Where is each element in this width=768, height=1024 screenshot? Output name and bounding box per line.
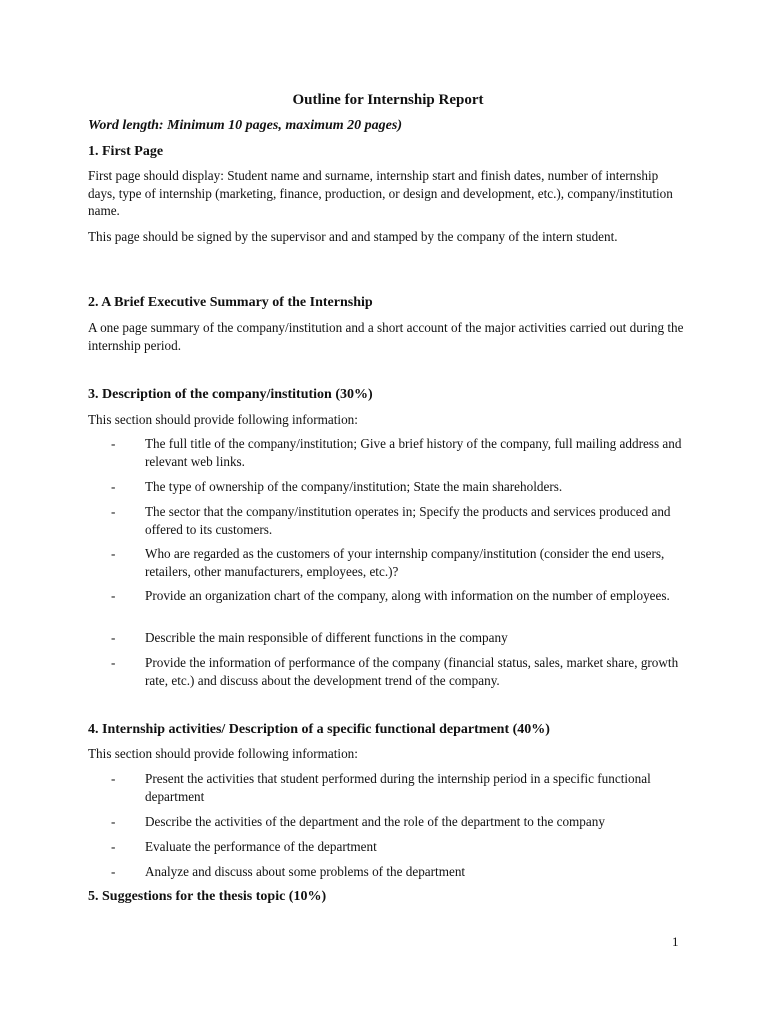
bullet-dash: - xyxy=(111,546,116,561)
list-item-text: The type of ownership of the company/institution; State the main shareholders. xyxy=(145,479,563,494)
section-4-heading: 4. Internship activities/ Description of a specific functional department (40%) xyxy=(88,722,550,737)
section-2-heading: 2. A Brief Executive Summary of the Internship xyxy=(88,295,373,310)
section-4-intro: This section should provide following information: xyxy=(88,746,358,761)
bullet-dash: - xyxy=(111,436,116,451)
list-item xyxy=(111,770,682,805)
section-2-paragraph: A one page summary of the company/institution and a short account of the major activities carried out during the internship period. xyxy=(88,320,684,353)
page-number: 1 xyxy=(672,934,679,949)
section-5-heading: 5. Suggestions for the thesis topic (10%) xyxy=(88,889,327,904)
section-1-paragraph: First page should display: Student name and surname, internship start and finish dates, number of internship days, type of internship (marketing, finance, production, or design and development, etc.), company/institution name. xyxy=(88,168,673,219)
bullet-dash: - xyxy=(111,864,116,879)
bullet-dash: - xyxy=(111,588,116,603)
page-title: Outline for Internship Report xyxy=(292,92,484,108)
bullet-dash: - xyxy=(111,814,116,829)
bullet-dash: - xyxy=(111,655,116,670)
list-item-text: Analyze and discuss about some problems of the department xyxy=(145,864,466,879)
list-item-text: Evaluate the performance of the department xyxy=(145,839,377,854)
list-item xyxy=(111,838,682,856)
section-1-heading: 1. First Page xyxy=(88,144,164,159)
bullet-dash: - xyxy=(111,479,116,494)
list-item-text: Describe the activities of the department and the role of the department to the company xyxy=(145,814,605,829)
section-3-intro: This section should provide following information: xyxy=(88,412,358,427)
list-item xyxy=(111,435,682,470)
list-item xyxy=(111,478,682,496)
list-item-text: The full title of the company/institution; Give a brief history of the company, full mailing address and relevant web links. xyxy=(145,436,682,469)
section-1-paragraph: This page should be signed by the supervisor and and stamped by the company of the intern student. xyxy=(88,229,618,244)
bullet-dash: - xyxy=(111,771,116,786)
list-item xyxy=(111,863,682,881)
list-item xyxy=(111,503,682,538)
list-item-text: Who are regarded as the customers of your internship company/institution (consider the end users, retailers, other manufacturers, employees, etc.)? xyxy=(145,546,665,579)
list-item-text: Provide an organization chart of the company, along with information on the number of employees. xyxy=(145,588,670,603)
list-item-text: Present the activities that student performed during the internship period in a specific functional department xyxy=(145,771,651,804)
bullet-dash: - xyxy=(111,504,116,519)
list-item-text: Provide the information of performance of the company (financial status, sales, market share, growth rate, etc.) and discuss about the development trend of the company. xyxy=(145,655,679,688)
bullet-dash: - xyxy=(111,839,116,854)
list-item xyxy=(111,587,682,605)
list-item xyxy=(111,654,682,689)
list-item-text: The sector that the company/institution operates in; Specify the products and services produced and offered to its customers. xyxy=(145,504,671,537)
bullet-dash: - xyxy=(111,630,116,645)
word-length-note: Word length: Minimum 10 pages, maximum 20 pages) xyxy=(88,118,402,133)
list-item xyxy=(111,813,682,831)
section-3-heading: 3. Description of the company/institution (30%) xyxy=(88,387,373,402)
list-item-text: Describle the main responsible of different functions in the company xyxy=(145,630,508,645)
list-item xyxy=(111,545,682,580)
list-item xyxy=(111,629,682,647)
